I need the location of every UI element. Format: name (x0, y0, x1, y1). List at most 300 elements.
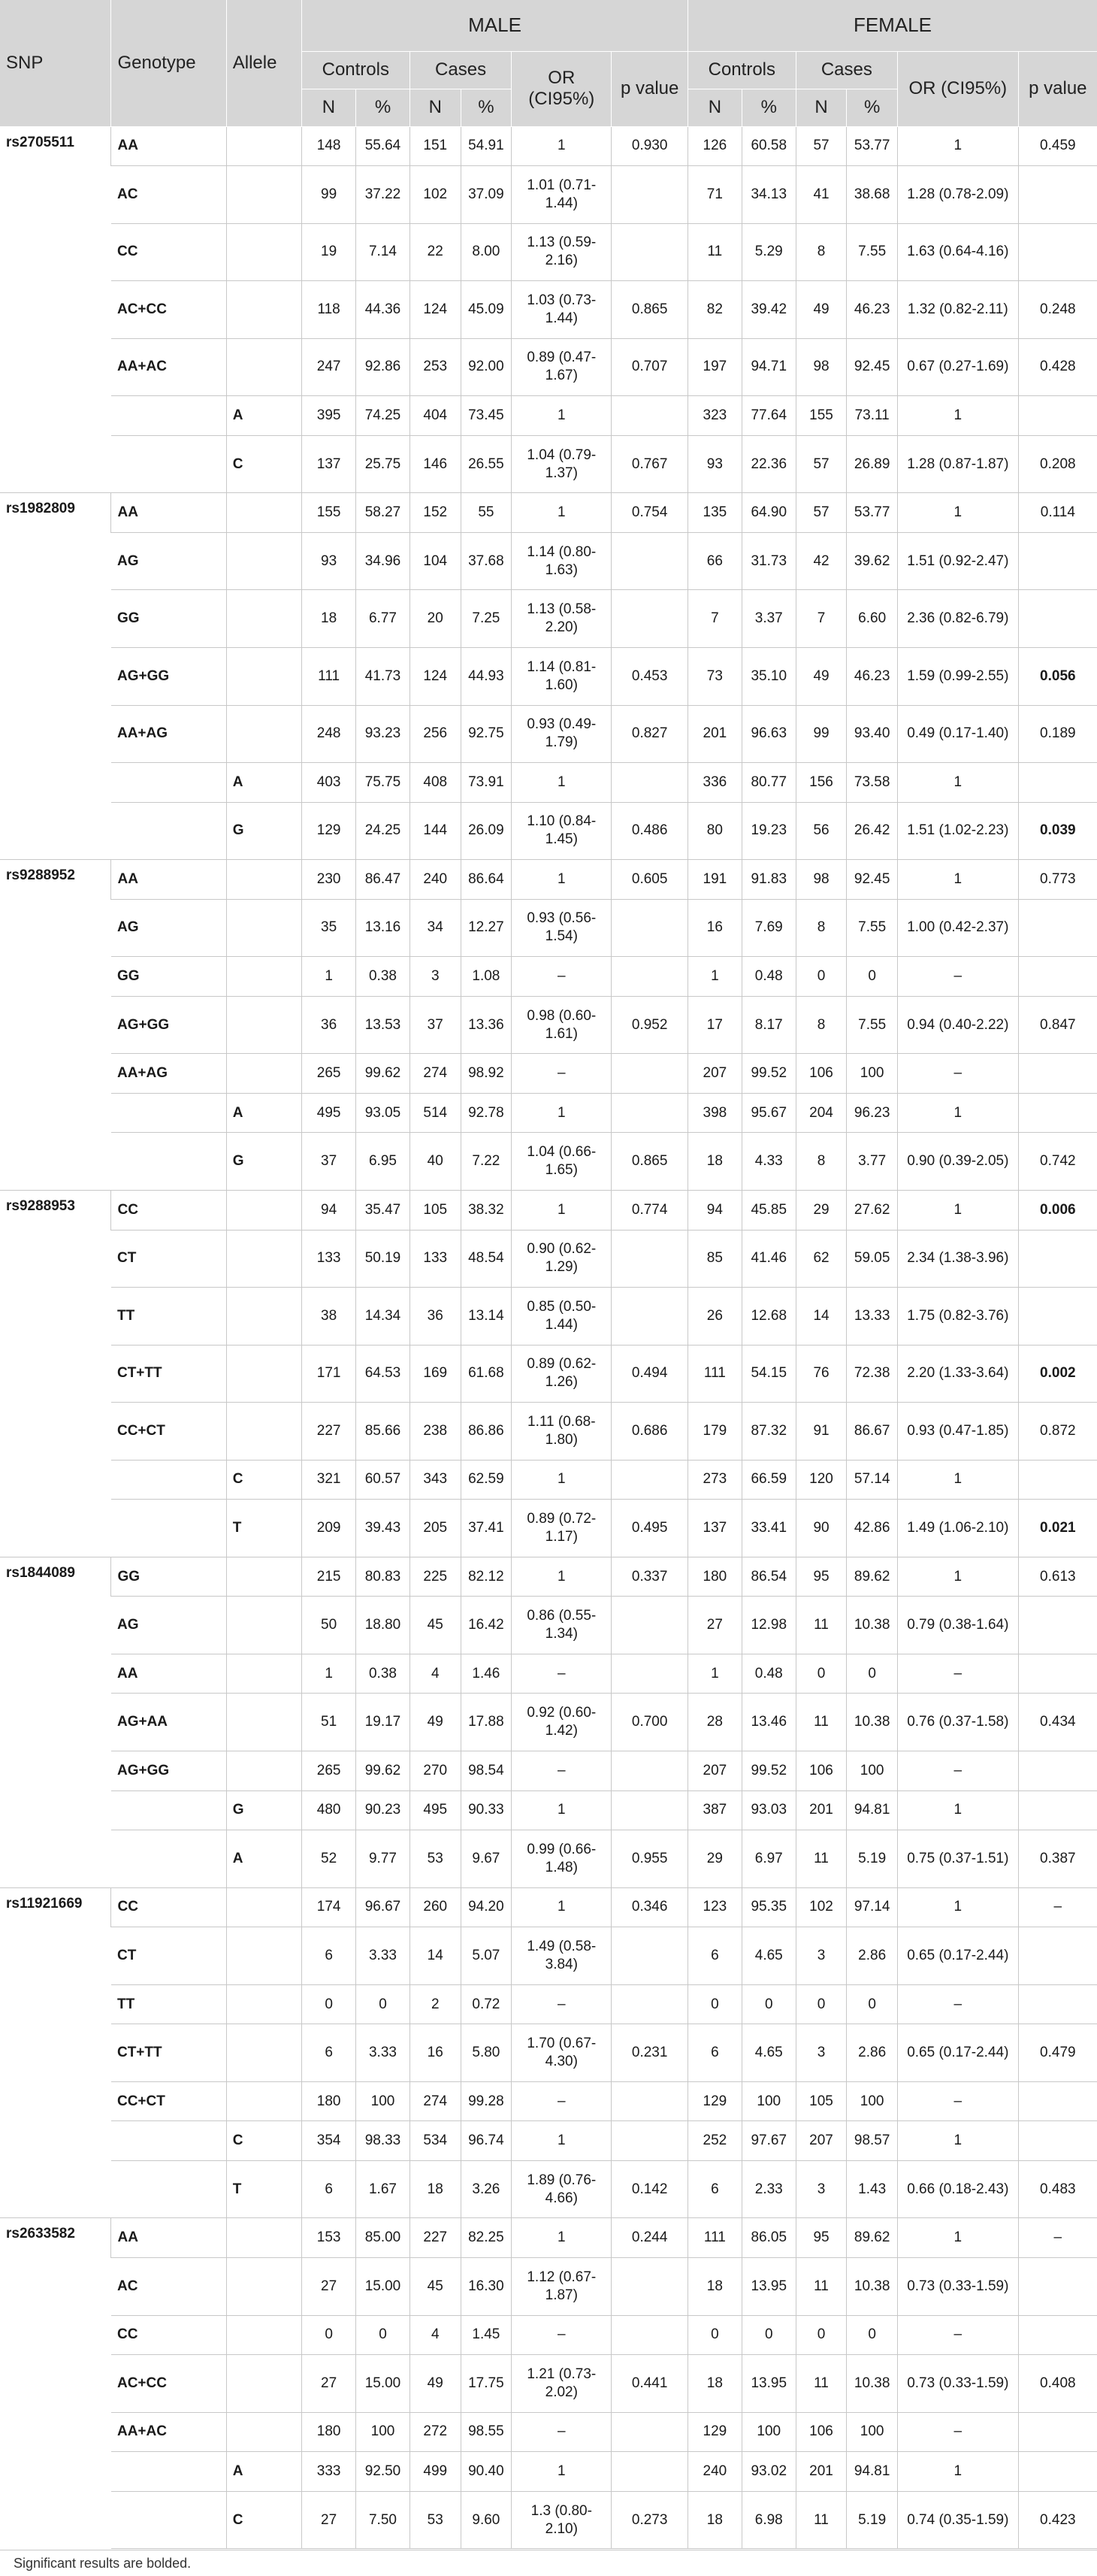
male-controls-pct-cell: 6.95 (356, 1133, 410, 1191)
female-or-cell: 1.51 (0.92-2.47) (897, 532, 1018, 590)
table-row (0, 1093, 1097, 1133)
genotype-cell (111, 763, 226, 803)
female-controls-n-cell: 6 (688, 2024, 742, 2082)
male-controls-n-cell: 148 (302, 126, 356, 166)
male-pvalue-cell (612, 590, 688, 648)
male-pvalue-cell: 0.605 (612, 860, 688, 900)
genotype-cell: CC+CT (111, 2081, 226, 2121)
female-cases-n-cell: 102 (796, 1887, 847, 1927)
male-controls-pct-cell: 60.57 (356, 1460, 410, 1500)
male-or-cell: 1 (512, 396, 612, 436)
female-pvalue-cell: 0.387 (1018, 1830, 1097, 1888)
female-controls-pct-cell: 13.95 (742, 2258, 796, 2316)
female-cases-pct-cell: 39.62 (847, 532, 898, 590)
female-cases-pct-cell: 100 (847, 1751, 898, 1791)
male-cases-pct-cell: 98.92 (461, 1054, 512, 1094)
male-pvalue-cell (612, 957, 688, 997)
female-pvalue-cell (1018, 2081, 1097, 2121)
female-cases-n-cell: 207 (796, 2121, 847, 2161)
male-pvalue-cell (612, 1054, 688, 1094)
genotype-cell (111, 1830, 226, 1888)
male-cases-n-cell: 404 (409, 396, 461, 436)
female-controls-pct-cell: 99.52 (742, 1054, 796, 1094)
male-cases-n-cell: 260 (409, 1887, 461, 1927)
female-controls-n-cell: 252 (688, 2121, 742, 2161)
male-cases-pct-cell: 17.75 (461, 2355, 512, 2413)
female-pvalue-cell (1018, 2315, 1097, 2355)
male-controls-n-cell: 265 (302, 1751, 356, 1791)
male-pvalue-cell (612, 1751, 688, 1791)
male-controls-n-cell: 209 (302, 1500, 356, 1557)
male-controls-pct-cell: 41.73 (356, 647, 410, 705)
female-cases-pct-cell: 53.77 (847, 126, 898, 166)
male-or-cell: 1 (512, 1887, 612, 1927)
male-or-cell: 1.3 (0.80-2.10) (512, 2491, 612, 2549)
female-or-cell: 1 (897, 2121, 1018, 2161)
male-pvalue-cell: 0.955 (612, 1830, 688, 1888)
female-controls-pct-cell: 33.41 (742, 1500, 796, 1557)
male-or-cell: – (512, 2412, 612, 2452)
female-controls-pct-cell: 95.67 (742, 1093, 796, 1133)
female-pvalue-cell (1018, 1597, 1097, 1654)
female-controls-n-cell: 17 (688, 996, 742, 1054)
female-controls-pct-cell: 41.46 (742, 1230, 796, 1288)
male-controls-n-cell: 6 (302, 1927, 356, 1985)
header-n: N (796, 89, 847, 126)
male-pvalue-cell (612, 166, 688, 224)
male-cases-n-cell: 34 (409, 899, 461, 957)
genotype-cell: AG+AA (111, 1694, 226, 1751)
female-controls-pct-cell: 66.59 (742, 1460, 796, 1500)
snp-cell: rs2633582 (0, 2218, 111, 2549)
male-cases-pct-cell: 55 (461, 493, 512, 533)
genotype-cell: GG (111, 1557, 226, 1597)
male-controls-n-cell: 129 (302, 802, 356, 860)
allele-cell (226, 126, 301, 166)
male-or-cell: 1.01 (0.71-1.44) (512, 166, 612, 224)
female-cases-n-cell: 8 (796, 996, 847, 1054)
female-or-cell: 2.36 (0.82-6.79) (897, 590, 1018, 648)
male-cases-pct-cell: 54.91 (461, 126, 512, 166)
genotype-cell: CT (111, 1230, 226, 1288)
male-controls-pct-cell: 74.25 (356, 396, 410, 436)
female-controls-pct-cell: 22.36 (742, 435, 796, 493)
female-cases-pct-cell: 100 (847, 2081, 898, 2121)
male-controls-n-cell: 137 (302, 435, 356, 493)
table-row (0, 2412, 1097, 2452)
male-controls-n-cell: 52 (302, 1830, 356, 1888)
table-row (0, 1557, 1097, 1597)
table-row (0, 1830, 1097, 1888)
male-cases-pct-cell: 9.60 (461, 2491, 512, 2549)
male-cases-pct-cell: 3.26 (461, 2160, 512, 2218)
header-n: N (688, 89, 742, 126)
male-controls-pct-cell: 13.16 (356, 899, 410, 957)
female-pvalue-cell: 0.208 (1018, 435, 1097, 493)
female-pvalue-cell (1018, 1984, 1097, 2024)
female-controls-n-cell: 240 (688, 2452, 742, 2492)
female-controls-n-cell: 18 (688, 2355, 742, 2413)
male-pvalue-cell: 0.494 (612, 1345, 688, 1403)
female-controls-pct-cell: 7.69 (742, 899, 796, 957)
male-controls-n-cell: 99 (302, 166, 356, 224)
male-controls-n-cell: 180 (302, 2412, 356, 2452)
male-or-cell: 1 (512, 2218, 612, 2258)
allele-cell: T (226, 1500, 301, 1557)
male-cases-pct-cell: 45.09 (461, 281, 512, 339)
female-cases-n-cell: 98 (796, 338, 847, 396)
female-controls-n-cell: 111 (688, 1345, 742, 1403)
male-controls-pct-cell: 64.53 (356, 1345, 410, 1403)
female-controls-pct-cell: 0 (742, 1984, 796, 2024)
female-controls-pct-cell: 3.37 (742, 590, 796, 648)
male-cases-n-cell: 238 (409, 1403, 461, 1461)
male-pvalue-cell: 0.486 (612, 802, 688, 860)
male-cases-n-cell: 227 (409, 2218, 461, 2258)
female-cases-pct-cell: 0 (847, 1984, 898, 2024)
female-cases-pct-cell: 57.14 (847, 1460, 898, 1500)
header-pct: % (847, 89, 898, 126)
female-cases-pct-cell: 5.19 (847, 2491, 898, 2549)
male-cases-n-cell: 152 (409, 493, 461, 533)
male-controls-pct-cell: 92.86 (356, 338, 410, 396)
male-pvalue-cell (612, 1288, 688, 1346)
female-cases-n-cell: 106 (796, 2412, 847, 2452)
female-cases-n-cell: 3 (796, 2024, 847, 2082)
female-pvalue-cell (1018, 1230, 1097, 1288)
female-controls-pct-cell: 12.98 (742, 1597, 796, 1654)
male-or-cell: 1 (512, 1557, 612, 1597)
allele-cell (226, 2355, 301, 2413)
female-pvalue-cell: 0.847 (1018, 996, 1097, 1054)
male-cases-n-cell: 53 (409, 1830, 461, 1888)
female-pvalue-cell: 0.613 (1018, 1557, 1097, 1597)
female-pvalue-cell: 0.056 (1018, 647, 1097, 705)
female-controls-pct-cell: 5.29 (742, 223, 796, 281)
table-row (0, 2258, 1097, 2316)
male-controls-pct-cell: 15.00 (356, 2258, 410, 2316)
genotype-cell (111, 1790, 226, 1830)
table-header (0, 0, 1097, 126)
male-or-cell: 1 (512, 860, 612, 900)
male-cases-n-cell: 274 (409, 1054, 461, 1094)
female-pvalue-cell (1018, 396, 1097, 436)
male-or-cell: 1.13 (0.58-2.20) (512, 590, 612, 648)
male-pvalue-cell: 0.453 (612, 647, 688, 705)
female-cases-n-cell: 11 (796, 2355, 847, 2413)
male-pvalue-cell: 0.495 (612, 1500, 688, 1557)
male-controls-pct-cell: 93.23 (356, 705, 410, 763)
female-controls-n-cell: 1 (688, 1654, 742, 1694)
female-cases-pct-cell: 46.23 (847, 647, 898, 705)
table-row (0, 1654, 1097, 1694)
female-or-cell: 1.75 (0.82-3.76) (897, 1288, 1018, 1346)
male-cases-n-cell: 343 (409, 1460, 461, 1500)
male-pvalue-cell (612, 2452, 688, 2492)
male-cases-pct-cell: 13.36 (461, 996, 512, 1054)
male-controls-n-cell: 51 (302, 1694, 356, 1751)
male-cases-n-cell: 151 (409, 126, 461, 166)
male-controls-n-cell: 111 (302, 647, 356, 705)
male-cases-n-cell: 40 (409, 1133, 461, 1191)
male-pvalue-cell (612, 1984, 688, 2024)
table-row (0, 493, 1097, 533)
male-controls-pct-cell: 90.23 (356, 1790, 410, 1830)
female-controls-n-cell: 73 (688, 647, 742, 705)
male-or-cell: 1.49 (0.58-3.84) (512, 1927, 612, 1985)
female-controls-pct-cell: 91.83 (742, 860, 796, 900)
female-pvalue-cell: 0.021 (1018, 1500, 1097, 1557)
female-controls-pct-cell: 95.35 (742, 1887, 796, 1927)
female-cases-n-cell: 0 (796, 1654, 847, 1694)
female-or-cell: 0.65 (0.17-2.44) (897, 1927, 1018, 1985)
female-pvalue-cell: 0.773 (1018, 860, 1097, 900)
female-controls-pct-cell: 35.10 (742, 647, 796, 705)
male-controls-pct-cell: 7.14 (356, 223, 410, 281)
table-row (0, 2121, 1097, 2161)
female-cases-n-cell: 8 (796, 899, 847, 957)
female-cases-pct-cell: 5.19 (847, 1830, 898, 1888)
female-controls-pct-cell: 87.32 (742, 1403, 796, 1461)
genotype-cell: AC+CC (111, 2355, 226, 2413)
male-controls-pct-cell: 55.64 (356, 126, 410, 166)
female-cases-n-cell: 42 (796, 532, 847, 590)
female-or-cell: 1 (897, 860, 1018, 900)
male-controls-pct-cell: 93.05 (356, 1093, 410, 1133)
male-pvalue-cell (612, 223, 688, 281)
female-or-cell: 1 (897, 763, 1018, 803)
table-row (0, 1500, 1097, 1557)
male-pvalue-cell (612, 532, 688, 590)
male-cases-pct-cell: 1.46 (461, 1654, 512, 1694)
female-cases-pct-cell: 10.38 (847, 2258, 898, 2316)
male-controls-n-cell: 153 (302, 2218, 356, 2258)
table-row (0, 2218, 1097, 2258)
table-row (0, 1054, 1097, 1094)
allele-cell: C (226, 435, 301, 493)
female-pvalue-cell (1018, 1093, 1097, 1133)
female-controls-pct-cell: 19.23 (742, 802, 796, 860)
female-controls-pct-cell: 4.65 (742, 2024, 796, 2082)
female-pvalue-cell: 0.408 (1018, 2355, 1097, 2413)
male-pvalue-cell: 0.346 (612, 1887, 688, 1927)
male-cases-pct-cell: 37.09 (461, 166, 512, 224)
genotype-cell: CC (111, 223, 226, 281)
female-pvalue-cell (1018, 2452, 1097, 2492)
male-cases-n-cell: 124 (409, 281, 461, 339)
female-cases-pct-cell: 26.89 (847, 435, 898, 493)
female-cases-pct-cell: 86.67 (847, 1403, 898, 1461)
genotype-cell (111, 2452, 226, 2492)
female-cases-n-cell: 11 (796, 2258, 847, 2316)
male-or-cell: 1.10 (0.84-1.45) (512, 802, 612, 860)
table-row (0, 763, 1097, 803)
male-or-cell: 0.89 (0.62-1.26) (512, 1345, 612, 1403)
male-controls-pct-cell: 13.53 (356, 996, 410, 1054)
female-cases-n-cell: 95 (796, 1557, 847, 1597)
genotype-cell: AA+AG (111, 705, 226, 763)
table-row (0, 223, 1097, 281)
male-cases-n-cell: 408 (409, 763, 461, 803)
female-controls-n-cell: 137 (688, 1500, 742, 1557)
female-pvalue-cell (1018, 957, 1097, 997)
table-row (0, 166, 1097, 224)
male-controls-n-cell: 93 (302, 532, 356, 590)
header-n: N (302, 89, 356, 126)
male-or-cell: – (512, 957, 612, 997)
female-cases-pct-cell: 0 (847, 2315, 898, 2355)
female-pvalue-cell (1018, 2412, 1097, 2452)
female-controls-pct-cell: 45.85 (742, 1190, 796, 1230)
female-cases-n-cell: 11 (796, 2491, 847, 2549)
male-controls-pct-cell: 85.66 (356, 1403, 410, 1461)
female-controls-n-cell: 207 (688, 1054, 742, 1094)
female-controls-pct-cell: 60.58 (742, 126, 796, 166)
female-cases-pct-cell: 73.58 (847, 763, 898, 803)
male-cases-pct-cell: 48.54 (461, 1230, 512, 1288)
allele-cell (226, 493, 301, 533)
male-cases-n-cell: 240 (409, 860, 461, 900)
male-cases-pct-cell: 61.68 (461, 1345, 512, 1403)
female-controls-pct-cell: 77.64 (742, 396, 796, 436)
female-controls-n-cell: 273 (688, 1460, 742, 1500)
female-pvalue-cell: 0.479 (1018, 2024, 1097, 2082)
table-row (0, 899, 1097, 957)
female-or-cell: 1 (897, 1460, 1018, 1500)
female-cases-n-cell: 0 (796, 2315, 847, 2355)
female-cases-pct-cell: 92.45 (847, 860, 898, 900)
female-or-cell: 1.28 (0.78-2.09) (897, 166, 1018, 224)
male-cases-n-cell: 144 (409, 802, 461, 860)
allele-cell (226, 996, 301, 1054)
female-controls-pct-cell: 94.71 (742, 338, 796, 396)
allele-cell: C (226, 1460, 301, 1500)
female-cases-n-cell: 62 (796, 1230, 847, 1288)
male-controls-n-cell: 1 (302, 957, 356, 997)
female-or-cell: 0.73 (0.33-1.59) (897, 2355, 1018, 2413)
female-or-cell: 0.67 (0.27-1.69) (897, 338, 1018, 396)
genotype-cell (111, 396, 226, 436)
female-cases-n-cell: 106 (796, 1054, 847, 1094)
male-controls-pct-cell: 15.00 (356, 2355, 410, 2413)
male-controls-n-cell: 230 (302, 860, 356, 900)
male-or-cell: 1.89 (0.76-4.66) (512, 2160, 612, 2218)
female-or-cell: 0.65 (0.17-2.44) (897, 2024, 1018, 2082)
table-row (0, 647, 1097, 705)
genotype-cell: AC+CC (111, 281, 226, 339)
male-controls-pct-cell: 1.67 (356, 2160, 410, 2218)
female-or-cell: 1.49 (1.06-2.10) (897, 1500, 1018, 1557)
female-pvalue-cell (1018, 1927, 1097, 1985)
female-cases-n-cell: 41 (796, 166, 847, 224)
table-row (0, 396, 1097, 436)
female-cases-n-cell: 7 (796, 590, 847, 648)
female-pvalue-cell (1018, 899, 1097, 957)
male-controls-pct-cell: 39.43 (356, 1500, 410, 1557)
male-controls-pct-cell: 34.96 (356, 532, 410, 590)
table-row (0, 1460, 1097, 1500)
female-cases-n-cell: 201 (796, 1790, 847, 1830)
female-or-cell: – (897, 1751, 1018, 1791)
male-pvalue-cell (612, 1230, 688, 1288)
male-or-cell: – (512, 2315, 612, 2355)
male-controls-pct-cell: 85.00 (356, 2218, 410, 2258)
header-male-cases: Cases (409, 51, 511, 89)
female-controls-pct-cell: 0.48 (742, 957, 796, 997)
female-controls-n-cell: 11 (688, 223, 742, 281)
table-row (0, 2452, 1097, 2492)
female-cases-pct-cell: 93.40 (847, 705, 898, 763)
male-cases-pct-cell: 86.64 (461, 860, 512, 900)
table-row (0, 1694, 1097, 1751)
female-cases-pct-cell: 10.38 (847, 1597, 898, 1654)
female-controls-n-cell: 135 (688, 493, 742, 533)
female-pvalue-cell: 0.248 (1018, 281, 1097, 339)
female-controls-n-cell: 398 (688, 1093, 742, 1133)
male-pvalue-cell: 0.142 (612, 2160, 688, 2218)
male-cases-pct-cell: 92.78 (461, 1093, 512, 1133)
male-pvalue-cell (612, 1093, 688, 1133)
allele-cell: G (226, 802, 301, 860)
female-controls-pct-cell: 6.98 (742, 2491, 796, 2549)
genotype-cell (111, 1133, 226, 1191)
genotype-cell: CC (111, 2315, 226, 2355)
male-controls-pct-cell: 19.17 (356, 1694, 410, 1751)
allele-cell (226, 1984, 301, 2024)
female-controls-pct-cell: 54.15 (742, 1345, 796, 1403)
female-or-cell: 0.73 (0.33-1.59) (897, 2258, 1018, 2316)
table-row (0, 281, 1097, 339)
female-pvalue-cell (1018, 1654, 1097, 1694)
female-or-cell: 0.90 (0.39-2.05) (897, 1133, 1018, 1191)
male-or-cell: 1 (512, 493, 612, 533)
male-cases-n-cell: 20 (409, 590, 461, 648)
female-pvalue-cell: 0.872 (1018, 1403, 1097, 1461)
male-controls-n-cell: 1 (302, 1654, 356, 1694)
genotype-cell: AG+GG (111, 996, 226, 1054)
female-or-cell: 0.66 (0.18-2.43) (897, 2160, 1018, 2218)
female-cases-pct-cell: 2.86 (847, 1927, 898, 1985)
male-controls-n-cell: 155 (302, 493, 356, 533)
female-cases-pct-cell: 94.81 (847, 2452, 898, 2492)
male-controls-pct-cell: 3.33 (356, 2024, 410, 2082)
female-cases-pct-cell: 6.60 (847, 590, 898, 648)
male-cases-n-cell: 45 (409, 1597, 461, 1654)
female-pvalue-cell: 0.742 (1018, 1133, 1097, 1191)
male-cases-pct-cell: 5.07 (461, 1927, 512, 1985)
female-or-cell: 1 (897, 2218, 1018, 2258)
genotype-cell: AA+AC (111, 338, 226, 396)
female-controls-pct-cell: 0.48 (742, 1654, 796, 1694)
female-controls-pct-cell: 2.33 (742, 2160, 796, 2218)
female-controls-pct-cell: 34.13 (742, 166, 796, 224)
genotype-cell: AA (111, 493, 226, 533)
male-controls-pct-cell: 96.67 (356, 1887, 410, 1927)
male-or-cell: 0.93 (0.49-1.79) (512, 705, 612, 763)
female-or-cell: – (897, 1654, 1018, 1694)
male-pvalue-cell: 0.231 (612, 2024, 688, 2082)
female-controls-pct-cell: 6.97 (742, 1830, 796, 1888)
female-pvalue-cell (1018, 2121, 1097, 2161)
female-controls-n-cell: 71 (688, 166, 742, 224)
male-controls-pct-cell: 86.47 (356, 860, 410, 900)
allele-cell (226, 223, 301, 281)
female-cases-pct-cell: 27.62 (847, 1190, 898, 1230)
female-cases-n-cell: 91 (796, 1403, 847, 1461)
male-controls-pct-cell: 0 (356, 2315, 410, 2355)
male-or-cell: 0.92 (0.60-1.42) (512, 1694, 612, 1751)
genotype-cell: AA+AC (111, 2412, 226, 2452)
